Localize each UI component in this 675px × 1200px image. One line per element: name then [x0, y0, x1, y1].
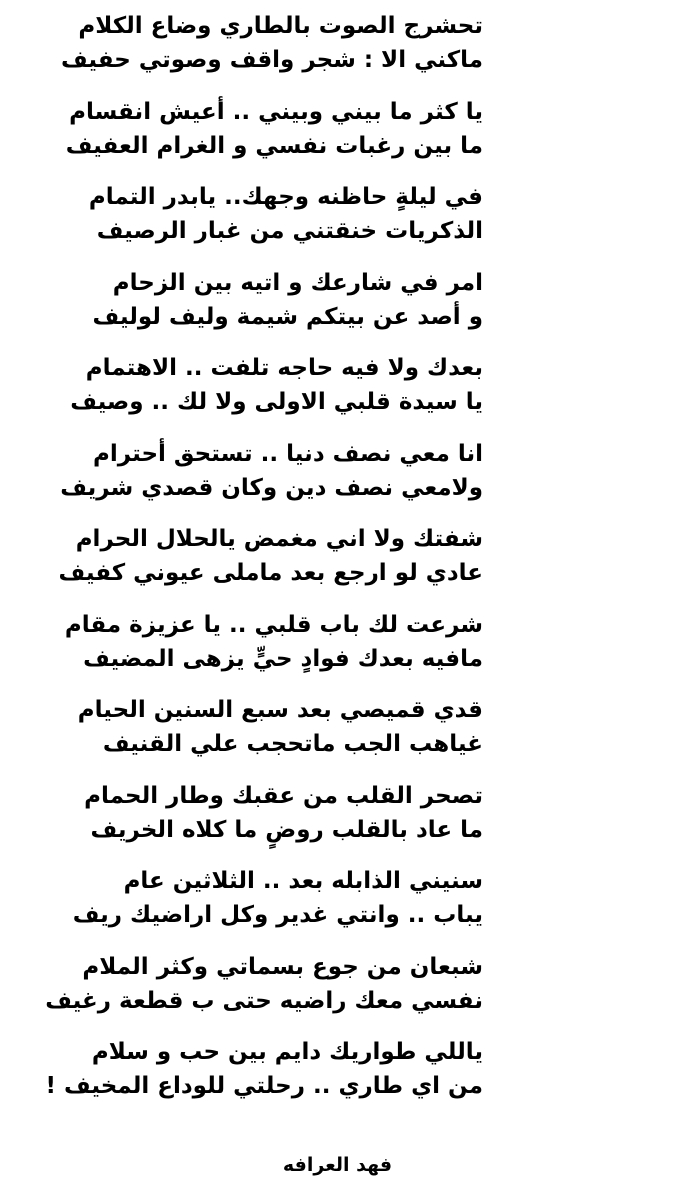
stanza-5-line-2: يا سيدة قلبي الاولى ولا لك .. وصيف — [70, 389, 483, 415]
stanza-12-line-2: نفسي معك راضيه حتى ب قطعة رغيف — [45, 987, 483, 1014]
stanza-13 — [0, 1034, 675, 1120]
stanza-8-line-1: شرعت لك باب قلبي .. يا عزيزة مقام — [64, 611, 483, 638]
stanza-7-line-1: شفتك ولا اني مغمض يالحلال الحرام — [75, 526, 483, 552]
stanza-7-line-2: عادي لو ارجع بعد ماملى عيوني كفيف — [58, 560, 483, 586]
stanza-4-line-2: و أصد عن بيتكم شيمة وليف لوليف — [92, 303, 483, 330]
stanza-13-line-2: من اي طاري .. رحلتي للوداع المخيف ! — [45, 1073, 483, 1099]
stanza-9-line-1: قدي قميصي بعد سبع السنين الحيام — [77, 697, 483, 723]
stanza-5 — [0, 350, 675, 436]
stanza-11-line-2: يباب .. وانتي غدير وكل اراضيك ريف — [72, 902, 483, 928]
stanza-6-line-2: ولامعي نصف دين وكان قصدي شريف — [60, 474, 483, 501]
stanza-12 — [0, 949, 675, 1035]
stanza-4 — [0, 265, 675, 351]
stanza-12-line-1: شبعان من جوع بسماتي وكثر الملام — [82, 953, 483, 980]
stanza-6-line-1: انا معي نصف دنيا .. تستحق أحترام — [93, 440, 483, 467]
stanza-10-line-2: ما عاد بالقلب روضٍ ما كلاه الخريف — [90, 816, 483, 843]
stanza-11 — [0, 863, 675, 949]
stanza-10-line-1: تصحر القلب من عقبك وطار الحمام — [84, 782, 483, 809]
stanza-3 — [0, 179, 675, 265]
stanza-3-line-1: في ليلةٍ حاظنه وجهك.. يابدر التمام — [88, 184, 483, 210]
stanza-9 — [0, 692, 675, 778]
stanza-10 — [0, 778, 675, 864]
stanza-1 — [0, 8, 675, 94]
stanza-7 — [0, 521, 675, 607]
stanza-1-line-1: تحشرج الصوت بالطاري وضاع الكلام — [78, 13, 483, 39]
stanza-2-line-2: ما بين رغبات نفسي و الغرام العفيف — [65, 132, 483, 159]
stanza-1-line-2: ماكني الا : شجر واقف وصوتي حفيف — [60, 47, 483, 73]
stanza-9-line-2: غياهب الجب ماتحجب علي القنيف — [102, 731, 483, 757]
stanza-3-line-2: الذكريات خنقتني من غبار الرصيف — [96, 218, 483, 244]
stanza-5-line-1: بعدك ولا فيه حاجه تلفت .. الاهتمام — [85, 355, 483, 381]
stanza-4-line-1: امر في شارعك و اتيه بين الزحام — [112, 269, 483, 296]
poem — [0, 8, 675, 1120]
stanza-2 — [0, 94, 675, 180]
stanza-8 — [0, 607, 675, 693]
poet-signature: فهد العرافه — [282, 1154, 393, 1176]
stanza-6 — [0, 436, 675, 522]
stanza-2-line-1: يا كثر ما بيني وبيني .. أعيش انقسام — [69, 98, 483, 125]
stanza-13-line-1: ياللي طواريك دايم بين حب و سلام — [91, 1039, 483, 1065]
stanza-11-line-1: سنيني الذابله بعد .. الثلاثين عام — [123, 868, 483, 894]
stanza-8-line-2: مافيه بعدك فوادٍ حيٍّ يزهى المضيف — [83, 645, 483, 672]
